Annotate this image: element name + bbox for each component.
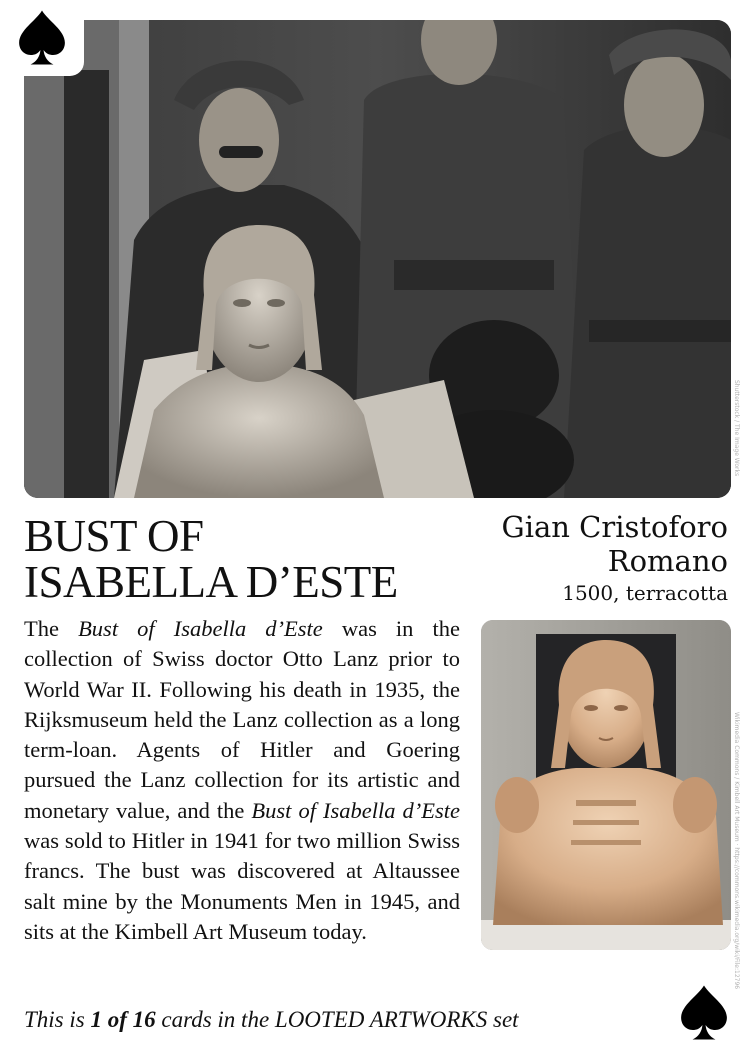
desc-part-3: was sold to Hitler in 1941 for two million Swiss francs. The bust was discovered at Altaussee salt mine by the Monuments Men in 1945, and sits at the Kimbell Art Museum today.	[24, 828, 460, 944]
footer-post: cards in the LOOTED ARTWORKS set	[155, 1007, 519, 1032]
corner-suit-badge	[0, 0, 84, 76]
title-line-1: BUST OF	[24, 511, 204, 561]
card-count: 1 of 16	[90, 1007, 156, 1032]
artist-line-1: Gian Cristoforo	[501, 510, 728, 544]
artist-name	[502, 510, 728, 578]
desc-part-1: The	[24, 616, 79, 641]
description	[24, 614, 460, 947]
archival-photo	[24, 20, 731, 498]
artist-line-2: Romano	[607, 544, 728, 578]
photo-credit-top: Shutterstock / The Image Works	[733, 380, 740, 477]
spade-icon	[678, 984, 730, 1042]
set-footer	[24, 1007, 519, 1033]
photo-credit-bottom: Wikimedia Commons / Kimbell Art Museum · https://commons.wikimedia.org/wiki/File:12796	[733, 712, 740, 990]
date-medium: 1500, terracotta	[562, 581, 728, 605]
desc-italic-2: Bust of Isabella d’Este	[251, 797, 460, 823]
desc-italic-1: Bust of Isabella d’Este	[78, 616, 323, 641]
terracotta-bust-photo-icon	[481, 620, 731, 950]
archival-photo-soldiers-with-bust-icon	[24, 20, 731, 498]
card-title	[24, 513, 398, 605]
title-line-2: ISABELLA D’ESTE	[24, 557, 398, 607]
desc-part-2: was in the collection of Swiss doctor Otto Lanz prior to World War II. Following his death in 1935, the Rijksmuseum held the Lanz collection as a long term-loan. Agents of Hitler and Goering pursued the Lanz collection for its artistic and monetary value, and the	[24, 616, 460, 823]
bust-photo	[481, 620, 731, 950]
spade-icon	[16, 9, 68, 67]
footer-pre: This is	[24, 1007, 91, 1032]
